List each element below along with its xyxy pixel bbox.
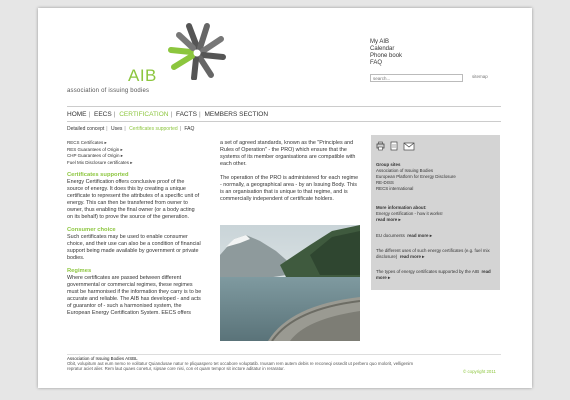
uses-text: The different uses of such energy certificates (e.g. fuel mix disclosure) [376, 248, 490, 259]
top-link-my-aib[interactable]: My AIB [370, 39, 390, 45]
eu-documents-block [376, 233, 496, 239]
text-regimes: Where certificates are passed between different governmental or commercial regimes, these regimes must be harmonised if the information they carry is to be accurate and reliable. The AIB has developed - and acts of guarantor of - such a harmonised system, the European Energy Certification System. EECS offers [67, 275, 202, 316]
top-link-calendar[interactable]: Calendar [370, 46, 395, 52]
brand-tagline: association of issuing bodies [67, 88, 150, 94]
group-site-recs[interactable]: RECS international [376, 186, 414, 191]
dam-photo [220, 225, 360, 341]
nav-divider-top [67, 106, 501, 107]
content-column-middle [220, 140, 360, 203]
nav-home[interactable]: HOME [67, 111, 87, 118]
cert-link-fuel-mix[interactable]: Fuel Mix Disclosure certificates ▸ [67, 159, 133, 165]
heading-certificates-supported: Certificates supported [67, 172, 129, 178]
subnav-certificates-supported[interactable]: Certificates supported [129, 126, 178, 132]
footer [67, 356, 427, 371]
page [38, 8, 532, 388]
read-more-link-3[interactable]: read more ▸ [399, 254, 425, 259]
heading-regimes: Regimes [67, 268, 92, 274]
print-icon[interactable] [377, 142, 384, 150]
nav-eecs[interactable]: EECS [94, 111, 112, 118]
more-info-block [376, 205, 496, 223]
brand-name: AIB [128, 66, 157, 85]
more-info-heading: More information about: [376, 205, 427, 210]
subnav-uses[interactable]: Uses [110, 126, 123, 132]
types-block [376, 269, 496, 281]
aib-logo-icon [160, 18, 226, 80]
nav-certification[interactable]: CERTIFICATION [119, 111, 169, 118]
group-sites-heading: Group sites [376, 162, 401, 167]
pdf-icon[interactable] [391, 142, 397, 150]
nav-divider-bottom [67, 121, 501, 122]
copyright: © copyright 2011 [463, 369, 496, 374]
read-more-link-1[interactable]: read more ▸ [376, 217, 401, 222]
group-sites-block [376, 162, 496, 192]
top-link-faq[interactable]: FAQ [370, 60, 383, 66]
eu-documents-label: EU documents [376, 233, 405, 238]
search-input[interactable] [370, 74, 463, 82]
nav-members-section[interactable]: MEMBERS SECTION [204, 111, 269, 118]
sitemap-link[interactable]: sitemap [472, 74, 488, 79]
footer-text: Obit, volupitum aut eum nemo re volitatur Quiandusae natur re pliquaspero tet occabore voluptatib. Inusam rem autem debis re reconeqi ossedit ut perbero quo molorit, velligenim repratur aciet alier. Rem laut quaes conetur, sipsae core nisi, con et quam tempor sit inctore aditatur in reraratur. [67, 361, 414, 371]
top-link-phone-book[interactable]: Phone book [370, 53, 403, 59]
text-certificates-supported: Energy Certification offers conclusive proof of the source of energy. It does this by creating a unique certificate to represent the attributes of a specific unit of energy. This can then be transferred from owner to owner, thus enabling the final owner (or a body acting on its behalf) to prove the source of the generation. [67, 179, 200, 220]
group-site-eped[interactable]: European Platform for Energy Disclosure [376, 174, 456, 179]
group-site-aib[interactable]: Association of Issuing Bodies [376, 168, 434, 173]
sub-nav: Detailed concept | Uses | Certificates supported | FAQ [67, 126, 195, 132]
heading-consumer-choice: Consumer choice [67, 227, 116, 233]
read-more-link-2[interactable]: read more ▸ [407, 233, 432, 238]
text-consumer-choice: Such certificates may be used to enable consumer choice, and their use can also be a condition of financial support being made available by government or private bodies. [67, 234, 201, 261]
sidebar [371, 135, 500, 290]
cert-link-res[interactable]: RES Guarantees of Origin ▸ [67, 146, 123, 152]
uses-block [376, 248, 496, 260]
read-more-link-4[interactable]: read more ▸ [376, 269, 491, 280]
footer-divider [67, 354, 501, 355]
group-site-re-diss[interactable]: RE-DISS [376, 180, 394, 185]
text-pro-operation: The operation of the PRO is administered for each regime - normally, a geographical area - by an Issuing Body. This is an organisation that is unique to that regime, and is commercially independent of certificate holders. [220, 175, 359, 202]
cert-link-recs[interactable]: RECS Certificates ▸ [67, 140, 107, 145]
cert-link-chp[interactable]: CHP Guarantees of Origin ▸ [67, 153, 123, 158]
content-column-left [67, 140, 202, 317]
text-pro-intro: a set of agreed standards, known as the "Principles and Rules of Operation" - the PRO) which ensure that the systems of its member organisations are compatible with each other. [220, 140, 356, 167]
nav-facts[interactable]: FACTS [175, 111, 197, 118]
subnav-faq[interactable]: FAQ [184, 126, 195, 132]
sidebar-icons [376, 138, 416, 156]
footer-org: Association of Issuing Bodies AISBL [67, 356, 138, 361]
mail-icon[interactable] [404, 143, 414, 150]
subnav-detailed-concept[interactable]: Detailed concept [67, 126, 105, 132]
main-nav: HOME | EECS | CERTIFICATION | FACTS | MEMBERS SECTION [67, 111, 269, 118]
top-links [370, 39, 402, 67]
types-text: The types of energy certificates supported by the AIB [376, 269, 479, 274]
more-info-text: Energy certification - how it works! [376, 211, 443, 216]
